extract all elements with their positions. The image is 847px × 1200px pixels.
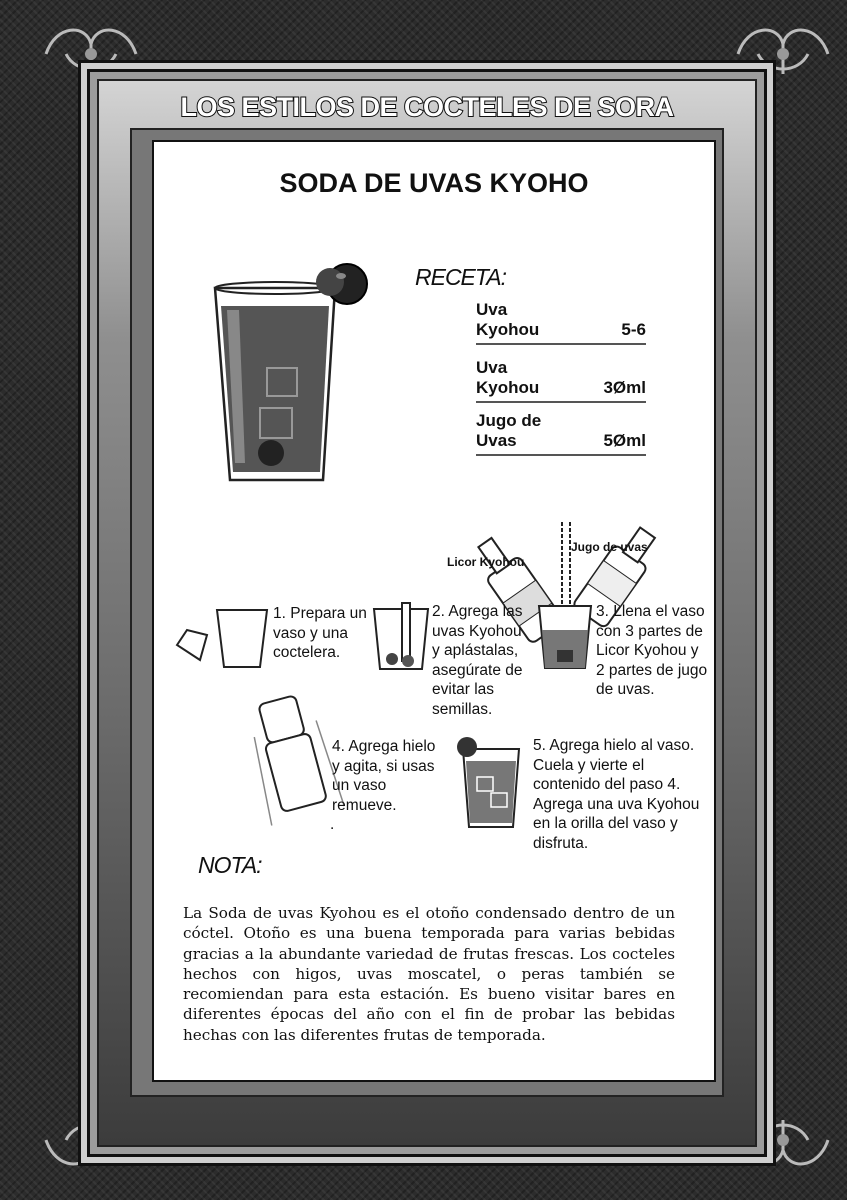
muddling-glass-illustration	[370, 603, 432, 673]
step-5-text: 5. Agrega hielo al vaso. Cuela y vierte el contenido del paso 4. Agrega una uva Kyohou en la orilla del vaso y disfruta.	[533, 737, 700, 852]
served-glass-illustration	[455, 735, 525, 830]
step-2-text: 2. Agrega las uvas Kyohou y aplástalas, asegúrate de evitar las semillas.	[432, 603, 523, 718]
shaker-and-glass-illustration	[172, 605, 272, 675]
ingredient-name: Jugo de Uvas	[476, 411, 542, 450]
shaking-shaker-illustration	[255, 688, 330, 828]
note-text: La Soda de uvas Kyohou es el otoño condensado dentro de un cóctel. Otoño es una buena temporada para varias bebidas gracias a la abundante variedad de frutas frescas. Los cocteles hechos con higos, uvas moscatel, o peras también se recomiendan para esta estación. Es bueno visitar bares en diferentes épocas del año con el fin de probar las bebidas hechas con las diferentes frutas de temporada.	[183, 904, 675, 1044]
note-label: NOTA:	[198, 852, 262, 878]
series-title: LOS ESTILOS DE COCTELES DE SORA	[180, 92, 674, 122]
ingredient-qty: 3Øml	[603, 378, 646, 397]
recipe-title: SODA DE UVAS KYOHO	[279, 168, 589, 198]
liqueur-bottle-label: Licor Kyohou	[447, 555, 525, 569]
ingredient-name: Uva Kyohou	[476, 358, 540, 397]
ingredient-name: Uva Kyohou	[476, 300, 540, 339]
ingredient-qty: 5Øml	[603, 431, 646, 450]
juice-bottle-label: Jugo de uvas	[571, 540, 648, 554]
ingredient-row	[476, 300, 646, 345]
cocktail-glass-illustration	[205, 258, 355, 488]
ingredient-row	[476, 358, 646, 403]
step-3-text: 3. Llena el vaso con 3 partes de Licor Kyohou y 2 partes de jugo de uvas.	[596, 603, 708, 698]
step-4-text: 4. Agrega hielo y agita, si usas un vaso remueve.	[332, 738, 436, 814]
filled-glass-illustration	[537, 600, 593, 672]
step-1-text: 1. Prepara un vaso y una coctelera.	[273, 605, 367, 661]
ingredient-row	[476, 411, 646, 456]
ingredient-qty: 5-6	[621, 320, 646, 339]
recipe-label: RECETA:	[415, 264, 506, 290]
step-4-dot: .	[330, 816, 335, 833]
